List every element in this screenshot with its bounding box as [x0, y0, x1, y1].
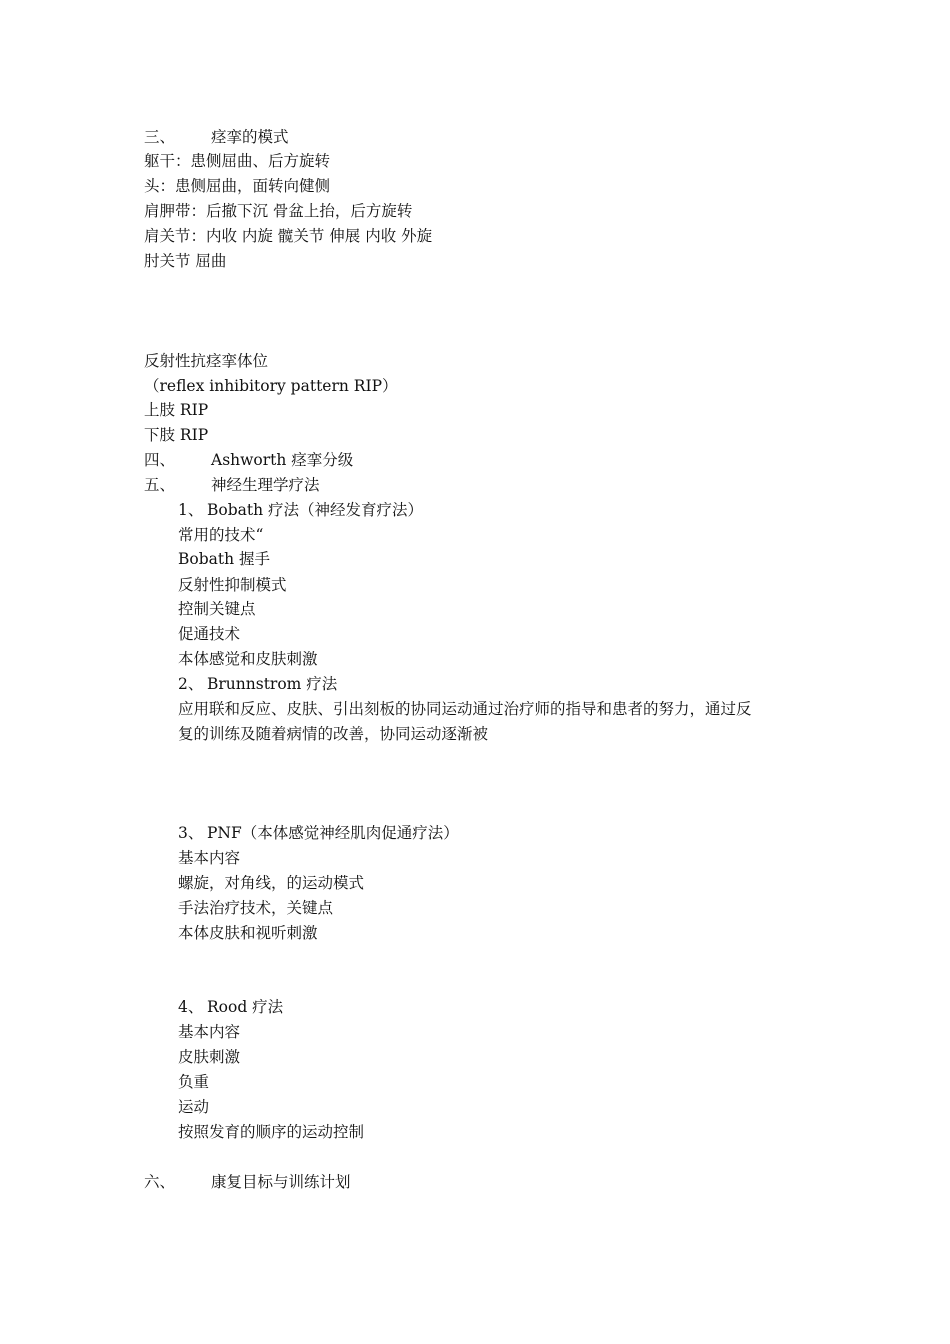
- text-line: 下肢 RIP: [144, 426, 209, 444]
- text-line: 头：患侧屈曲，面转向健侧: [144, 177, 331, 195]
- section-number: 四、: [144, 451, 176, 469]
- text-line: 应用联和反应、皮肤、引出刻板的协同运动通过治疗师的指导和患者的努力，通过反: [178, 700, 752, 718]
- text-line: 手法治疗技术，关键点: [178, 899, 334, 917]
- item-2-heading: [178, 674, 337, 694]
- text-line: 复的训练及随着病情的改善，协同运动逐渐被: [178, 725, 489, 743]
- text-line: 常用的技术“: [178, 526, 264, 544]
- item-title: PNF（本体感觉神经肌肉促通疗法）: [207, 824, 459, 842]
- section-number: 五、: [144, 476, 176, 494]
- text-line: 控制关键点: [178, 600, 256, 618]
- rip-title: 反射性抗痉挛体位: [144, 352, 269, 370]
- item-3-heading: [178, 823, 459, 843]
- text-line: 螺旋，对角线，的运动模式: [178, 874, 365, 892]
- text-line: 基本内容: [178, 849, 241, 867]
- text-line: 肩关节：内收 内旋 髋关节 伸展 内收 外旋: [144, 227, 433, 245]
- text-line: 按照发育的顺序的运动控制: [178, 1123, 365, 1141]
- text-line: 本体感觉和皮肤刺激: [178, 650, 318, 668]
- text-line: 促通技术: [178, 625, 241, 643]
- section-title: Ashworth 痉挛分级: [211, 451, 354, 469]
- section-title: 痉挛的模式: [211, 128, 289, 146]
- text-line: 上肢 RIP: [144, 401, 209, 419]
- section-3-heading: [144, 127, 289, 147]
- item-title: Rood 疗法: [207, 998, 284, 1016]
- item-number: 4、: [178, 998, 204, 1016]
- text-line: 负重: [178, 1073, 210, 1091]
- item-4-heading: [178, 997, 283, 1017]
- text-line: 运动: [178, 1098, 210, 1116]
- item-title: Bobath 疗法（神经发育疗法）: [207, 501, 424, 519]
- text-line: 基本内容: [178, 1023, 241, 1041]
- item-title: Brunnstrom 疗法: [207, 675, 338, 693]
- section-number: 三、: [144, 128, 176, 146]
- section-4-heading: [144, 450, 353, 470]
- section-6-heading: [144, 1172, 351, 1192]
- rip-subtitle: （reflex inhibitory pattern RIP）: [144, 377, 398, 395]
- item-number: 3、: [178, 824, 204, 842]
- item-number: 2、: [178, 675, 204, 693]
- item-1-heading: [178, 500, 423, 520]
- text-line: Bobath 握手: [178, 550, 271, 568]
- section-title: 神经生理学疗法: [211, 476, 320, 494]
- item-number: 1、: [178, 501, 204, 519]
- text-line: 肘关节 屈曲: [144, 252, 227, 270]
- text-line: 躯干：患侧屈曲、后方旋转: [144, 152, 331, 170]
- text-line: 皮肤刺激: [178, 1048, 241, 1066]
- section-number: 六、: [144, 1173, 176, 1191]
- section-5-heading: [144, 475, 320, 495]
- text-line: 本体皮肤和视听刺激: [178, 924, 318, 942]
- section-title: 康复目标与训练计划: [211, 1173, 351, 1191]
- text-line: 反射性抑制模式: [178, 576, 287, 594]
- text-line: 肩胛带：后撤下沉 骨盆上抬，后方旋转: [144, 202, 413, 220]
